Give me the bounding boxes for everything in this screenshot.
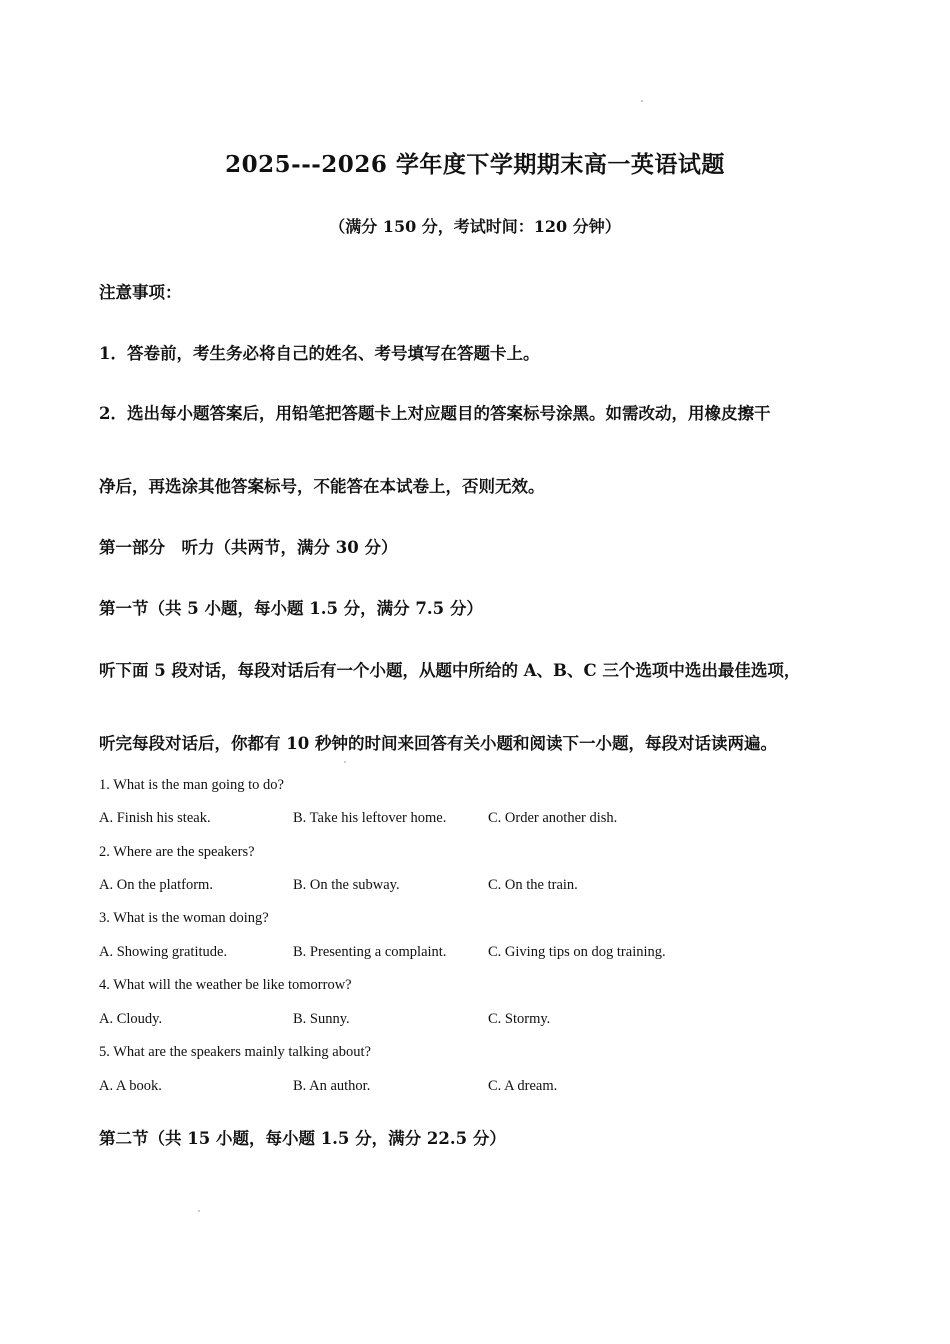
exam-subtitle: （满分 150 分，考试时间：120 分钟） <box>329 217 621 236</box>
scan-speck <box>198 1210 200 1212</box>
part-1-heading: 第一部分 听力（共两节，满分 30 分） <box>99 538 398 557</box>
section-1-instruction-line-1: 听下面 5 段对话，每段对话后有一个小题，从题中所给的 A、B、C 三个选项中选出最佳选项， <box>99 661 801 680</box>
question-3-option-c: C. Giving tips on dog training. <box>488 944 666 960</box>
question-3: 3. What is the woman doing? <box>99 910 269 926</box>
question-2-option-c: C. On the train. <box>488 877 578 893</box>
question-3-option-a: A. Showing gratitude. <box>99 944 228 960</box>
question-5-option-a: A. A book. <box>99 1078 162 1094</box>
question-4-option-c: C. Stormy. <box>488 1011 551 1027</box>
question-5-option-c: C. A dream. <box>488 1078 558 1094</box>
notice-item-2-line-2: 净后，再选涂其他答案标号，不能答在本试卷上，否则无效。 <box>99 477 545 496</box>
question-1: 1. What is the man going to do? <box>99 777 284 793</box>
question-1-option-c: C. Order another dish. <box>488 810 618 826</box>
question-4: 4. What will the weather be like tomorrow? <box>99 977 352 993</box>
question-3-option-b: B. Presenting a complaint. <box>293 944 447 960</box>
question-4-option-a: A. Cloudy. <box>99 1011 163 1027</box>
question-5-option-b: B. An author. <box>293 1078 371 1094</box>
question-2: 2. Where are the speakers? <box>99 844 255 860</box>
question-2-option-a: A. On the platform. <box>99 877 213 893</box>
question-4-option-b: B. Sunny. <box>293 1011 350 1027</box>
question-5: 5. What are the speakers mainly talking about? <box>99 1044 371 1060</box>
exam-title: 2025---2026 学年度下学期期末高一英语试题 <box>225 151 725 178</box>
question-2-option-b: B. On the subway. <box>293 877 400 893</box>
section-1-instruction-line-2: 听完每段对话后，你都有 10 秒钟的时间来回答有关小题和阅读下一小题，每段对话读两遍。 <box>99 734 777 753</box>
notice-item-1: 1．答卷前，考生务必将自己的姓名、考号填写在答题卡上。 <box>99 344 540 363</box>
question-1-option-a: A. Finish his steak. <box>99 810 211 826</box>
section-1-heading: 第一节（共 5 小题，每小题 1.5 分，满分 7.5 分） <box>99 599 483 618</box>
scan-speck <box>641 100 643 102</box>
section-2-heading: 第二节（共 15 小题，每小题 1.5 分，满分 22.5 分） <box>99 1129 506 1148</box>
question-1-option-b: B. Take his leftover home. <box>293 810 447 826</box>
scan-speck <box>344 761 346 763</box>
notice-item-2-line-1: 2．选出每小题答案后，用铅笔把答题卡上对应题目的答案标号涂黑。如需改动，用橡皮擦干 <box>99 404 771 423</box>
notice-heading: 注意事项： <box>99 283 182 302</box>
